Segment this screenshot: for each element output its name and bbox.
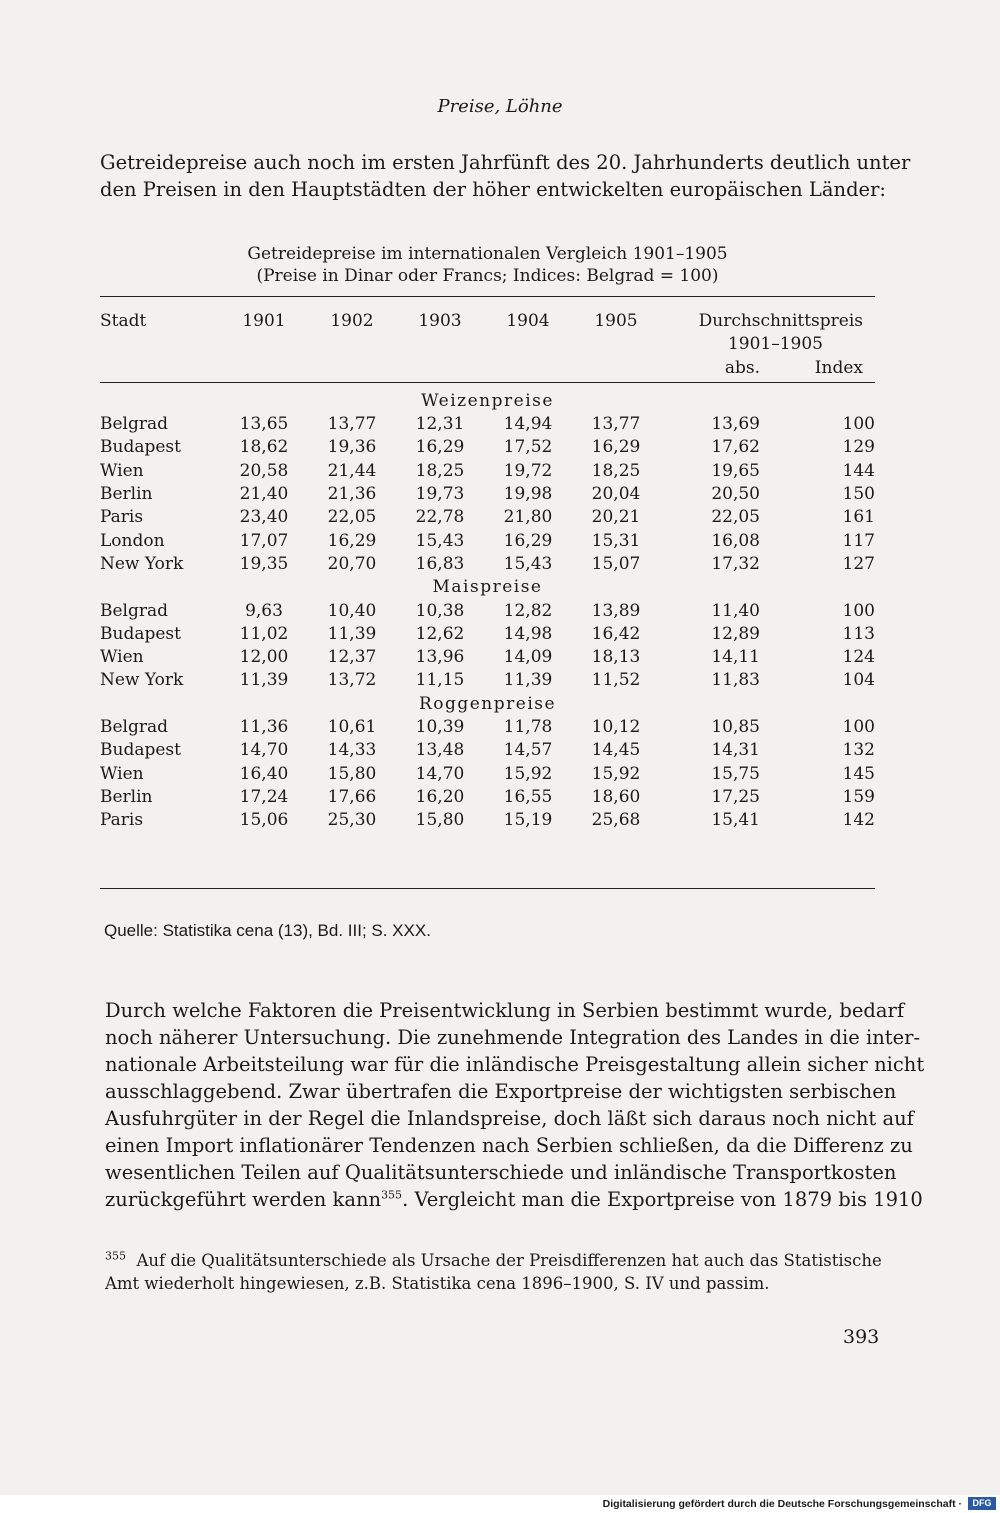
city-cell: Budapest bbox=[100, 740, 181, 761]
body-line bbox=[105, 1186, 923, 1213]
header-year: 1905 bbox=[594, 311, 638, 331]
section-row bbox=[100, 390, 875, 413]
header-abs: abs. bbox=[724, 357, 760, 378]
index-cell: 127 bbox=[842, 553, 875, 574]
table-source: Quelle: Statistika cena (13), Bd. III; S. XXX. bbox=[104, 921, 431, 940]
price-cell: 14,70 bbox=[415, 763, 465, 784]
intro-line: Getreidepreise auch noch im ersten Jahrfünft des 20. Jahrhunderts deutlich unter bbox=[100, 151, 911, 174]
section-title: Maispreise bbox=[432, 577, 543, 598]
price-cell: 18,62 bbox=[239, 437, 289, 458]
price-cell: 21,40 bbox=[239, 484, 289, 505]
dfg-logo: DFG bbox=[968, 1497, 996, 1510]
price-cell: 15,43 bbox=[415, 530, 465, 551]
avg-cell: 14,31 bbox=[711, 740, 760, 761]
table-row bbox=[100, 716, 875, 739]
price-cell: 15,80 bbox=[327, 763, 377, 784]
footnote-text: Auf die Qualitätsunterschiede als Ursache der Preisdifferenzen hat auch das Statistische bbox=[136, 1251, 882, 1270]
index-cell: 150 bbox=[842, 484, 875, 505]
price-cell: 15,19 bbox=[503, 810, 553, 831]
avg-cell: 16,08 bbox=[711, 530, 760, 551]
index-cell: 117 bbox=[842, 530, 875, 551]
city-cell: Belgrad bbox=[100, 414, 169, 435]
header-year: 1904 bbox=[506, 311, 550, 331]
section-row bbox=[100, 693, 875, 716]
header-city: Stadt bbox=[100, 311, 147, 331]
city-cell: Wien bbox=[100, 763, 144, 784]
price-cell: 21,80 bbox=[503, 507, 553, 528]
price-cell: 10,39 bbox=[415, 717, 465, 738]
avg-cell: 12,89 bbox=[711, 623, 760, 644]
price-cell: 12,00 bbox=[239, 647, 289, 668]
price-cell: 15,31 bbox=[591, 530, 641, 551]
header-year: 1901 bbox=[242, 311, 286, 331]
price-cell: 11,39 bbox=[503, 670, 553, 691]
price-cell: 19,35 bbox=[239, 553, 289, 574]
table-top-rule bbox=[100, 296, 875, 297]
city-cell: Wien bbox=[100, 647, 144, 668]
city-cell: Paris bbox=[100, 810, 144, 831]
city-cell: Berlin bbox=[100, 484, 153, 505]
body-text: . Vergleicht man die Exportpreise von 1879 bis 1910 bbox=[402, 1188, 923, 1211]
footnote-reference: 355 bbox=[381, 1188, 403, 1202]
price-cell: 19,72 bbox=[503, 460, 553, 481]
price-cell: 12,82 bbox=[503, 600, 553, 621]
price-cell: 12,37 bbox=[327, 647, 377, 668]
index-cell: 100 bbox=[842, 414, 875, 435]
body-line: Durch welche Faktoren die Preisentwicklung in Serbien bestimmt wurde, bedarf bbox=[105, 999, 905, 1022]
index-cell: 124 bbox=[842, 647, 875, 668]
price-cell: 23,40 bbox=[239, 507, 289, 528]
index-cell: 132 bbox=[842, 740, 875, 761]
index-cell: 104 bbox=[842, 670, 875, 691]
table-row bbox=[100, 809, 875, 832]
price-cell: 17,24 bbox=[239, 786, 289, 807]
page-number: 393 bbox=[843, 1326, 880, 1348]
table-row bbox=[100, 739, 875, 762]
price-cell: 19,73 bbox=[415, 484, 465, 505]
footnote-line bbox=[105, 1249, 882, 1272]
price-cell: 16,55 bbox=[503, 786, 553, 807]
city-cell: New York bbox=[100, 670, 184, 691]
table-row bbox=[100, 600, 875, 623]
price-cell: 12,62 bbox=[415, 623, 465, 644]
price-cell: 14,94 bbox=[503, 414, 553, 435]
price-cell: 20,58 bbox=[239, 460, 289, 481]
index-cell: 100 bbox=[842, 600, 875, 621]
index-cell: 142 bbox=[842, 810, 875, 831]
footnote-number: 355 bbox=[105, 1249, 126, 1263]
price-cell: 13,77 bbox=[591, 414, 641, 435]
price-cell: 11,36 bbox=[239, 717, 289, 738]
price-cell: 17,66 bbox=[327, 786, 377, 807]
table-row bbox=[100, 646, 875, 669]
price-cell: 13,96 bbox=[415, 647, 465, 668]
price-cell: 13,48 bbox=[415, 740, 465, 761]
price-cell: 10,61 bbox=[327, 717, 377, 738]
price-cell: 15,07 bbox=[591, 553, 641, 574]
price-cell: 18,25 bbox=[415, 460, 465, 481]
price-cell: 22,78 bbox=[415, 507, 465, 528]
avg-cell: 15,41 bbox=[711, 810, 760, 831]
price-cell: 20,70 bbox=[327, 553, 377, 574]
price-cell: 13,77 bbox=[327, 414, 377, 435]
price-cell: 11,52 bbox=[591, 670, 641, 691]
price-cell: 11,39 bbox=[327, 623, 377, 644]
footnote bbox=[105, 1249, 882, 1295]
price-cell: 18,13 bbox=[591, 647, 641, 668]
city-cell: Belgrad bbox=[100, 600, 169, 621]
avg-cell: 11,40 bbox=[711, 600, 760, 621]
price-cell: 11,39 bbox=[239, 670, 289, 691]
price-cell: 9,63 bbox=[245, 600, 283, 621]
avg-cell: 14,11 bbox=[711, 647, 760, 668]
intro-paragraph bbox=[100, 149, 911, 203]
price-cell: 15,92 bbox=[503, 763, 553, 784]
price-cell: 14,57 bbox=[503, 740, 553, 761]
body-line: wesentlichen Teilen auf Qualitätsunterschiede und inländische Transportkosten bbox=[105, 1161, 897, 1184]
price-cell: 16,20 bbox=[415, 786, 465, 807]
section-row bbox=[100, 576, 875, 599]
footnote-line: Amt wiederholt hingewiesen, z.B. Statistika cena 1896–1900, S. IV und passim. bbox=[105, 1274, 770, 1293]
price-table bbox=[100, 310, 875, 833]
price-cell: 14,45 bbox=[591, 740, 641, 761]
table-header-row bbox=[100, 357, 875, 380]
price-cell: 10,38 bbox=[415, 600, 465, 621]
price-cell: 15,80 bbox=[415, 810, 465, 831]
price-cell: 25,68 bbox=[591, 810, 641, 831]
index-cell: 159 bbox=[842, 786, 875, 807]
price-cell: 17,07 bbox=[239, 530, 289, 551]
avg-cell: 20,50 bbox=[711, 484, 760, 505]
price-cell: 18,60 bbox=[591, 786, 641, 807]
table-row bbox=[100, 413, 875, 436]
body-line: Ausfuhrgüter in der Regel die Inlandspreise, doch läßt sich daraus noch nicht auf bbox=[105, 1107, 914, 1130]
index-cell: 113 bbox=[842, 623, 875, 644]
price-cell: 18,25 bbox=[591, 460, 641, 481]
price-cell: 11,15 bbox=[415, 670, 465, 691]
price-cell: 22,05 bbox=[327, 507, 377, 528]
price-cell: 14,09 bbox=[503, 647, 553, 668]
avg-cell: 10,85 bbox=[711, 717, 760, 738]
header-period: 1901–1905 bbox=[727, 334, 823, 355]
price-cell: 21,44 bbox=[327, 460, 377, 481]
index-cell: 161 bbox=[842, 507, 875, 528]
price-cell: 15,43 bbox=[503, 553, 553, 574]
price-cell: 16,42 bbox=[591, 623, 641, 644]
city-cell: Budapest bbox=[100, 437, 181, 458]
body-text: zurückgeführt werden kann bbox=[105, 1188, 382, 1211]
city-cell: Paris bbox=[100, 507, 144, 528]
table-row bbox=[100, 436, 875, 459]
price-cell: 21,36 bbox=[327, 484, 377, 505]
price-cell: 15,92 bbox=[591, 763, 641, 784]
price-cell: 13,89 bbox=[591, 600, 641, 621]
price-cell: 16,29 bbox=[591, 437, 641, 458]
section-title: Weizenpreise bbox=[421, 390, 554, 411]
body-line: ausschlaggebend. Zwar übertrafen die Exportpreise der wichtigsten serbischen bbox=[105, 1080, 897, 1103]
avg-cell: 17,25 bbox=[711, 786, 760, 807]
body-line: einen Import inflationärer Tendenzen nach Serbien schließen, da die Differenz zu bbox=[105, 1134, 913, 1157]
price-cell: 16,29 bbox=[415, 437, 465, 458]
table-row bbox=[100, 669, 875, 692]
city-cell: Budapest bbox=[100, 623, 181, 644]
avg-cell: 17,32 bbox=[711, 553, 760, 574]
section-title: Roggenpreise bbox=[418, 693, 557, 714]
city-cell: New York bbox=[100, 553, 184, 574]
table-row bbox=[100, 786, 875, 809]
index-cell: 145 bbox=[842, 763, 875, 784]
table-row bbox=[100, 506, 875, 529]
price-cell: 16,29 bbox=[327, 530, 377, 551]
table-caption: Getreidepreise im internationalen Vergleich 1901–1905 bbox=[247, 244, 728, 264]
price-cell: 12,31 bbox=[415, 414, 465, 435]
price-cell: 14,98 bbox=[503, 623, 553, 644]
avg-cell: 17,62 bbox=[711, 437, 760, 458]
table-header-row bbox=[100, 333, 875, 356]
price-cell: 16,40 bbox=[239, 763, 289, 784]
table-row bbox=[100, 483, 875, 506]
city-cell: Belgrad bbox=[100, 717, 169, 738]
city-cell: Wien bbox=[100, 460, 144, 481]
dfg-footer bbox=[0, 1495, 1000, 1513]
price-cell: 16,83 bbox=[415, 553, 465, 574]
price-cell: 25,30 bbox=[327, 810, 377, 831]
avg-cell: 22,05 bbox=[711, 507, 760, 528]
body-line: noch näherer Untersuchung. Die zunehmende Integration des Landes in die inter- bbox=[105, 1026, 921, 1049]
header-year: 1902 bbox=[330, 311, 374, 331]
price-cell: 11,78 bbox=[503, 717, 553, 738]
dfg-notice: Digitalisierung gefördert durch die Deutsche Forschungsgemeinschaft · bbox=[602, 1498, 962, 1510]
body-line: nationale Arbeitsteilung war für die inländische Preisgestaltung allein sicher nicht bbox=[105, 1053, 925, 1076]
running-header: Preise, Löhne bbox=[437, 96, 563, 117]
table-row bbox=[100, 460, 875, 483]
table-subcaption: (Preise in Dinar oder Francs; Indices: Belgrad = 100) bbox=[256, 266, 719, 286]
price-cell: 13,72 bbox=[327, 670, 377, 691]
intro-line: den Preisen in den Hauptstädten der höher entwickelten europäischen Länder: bbox=[100, 178, 886, 201]
price-cell: 19,98 bbox=[503, 484, 553, 505]
table-header-row bbox=[100, 310, 875, 333]
avg-cell: 13,69 bbox=[711, 414, 760, 435]
price-cell: 17,52 bbox=[503, 437, 553, 458]
price-cell: 19,36 bbox=[327, 437, 377, 458]
table-row bbox=[100, 623, 875, 646]
price-cell: 13,65 bbox=[239, 414, 289, 435]
index-cell: 129 bbox=[842, 437, 875, 458]
price-cell: 11,02 bbox=[239, 623, 289, 644]
avg-cell: 15,75 bbox=[711, 763, 760, 784]
index-cell: 144 bbox=[842, 460, 875, 481]
price-cell: 14,33 bbox=[327, 740, 377, 761]
table-row bbox=[100, 553, 875, 576]
price-cell: 15,06 bbox=[239, 810, 289, 831]
header-avg: Durchschnittspreis bbox=[698, 311, 863, 331]
price-cell: 20,21 bbox=[591, 507, 641, 528]
avg-cell: 11,83 bbox=[711, 670, 760, 691]
table-bottom-rule bbox=[100, 888, 875, 889]
avg-cell: 19,65 bbox=[711, 460, 760, 481]
price-cell: 20,04 bbox=[591, 484, 641, 505]
index-cell: 100 bbox=[842, 717, 875, 738]
header-index: Index bbox=[814, 357, 863, 378]
price-cell: 10,40 bbox=[327, 600, 377, 621]
city-cell: Berlin bbox=[100, 786, 153, 807]
body-paragraph bbox=[105, 997, 925, 1213]
table-row bbox=[100, 763, 875, 786]
price-cell: 16,29 bbox=[503, 530, 553, 551]
city-cell: London bbox=[100, 530, 165, 551]
price-cell: 14,70 bbox=[239, 740, 289, 761]
price-cell: 10,12 bbox=[591, 717, 641, 738]
header-year: 1903 bbox=[418, 311, 462, 331]
table-row bbox=[100, 530, 875, 553]
